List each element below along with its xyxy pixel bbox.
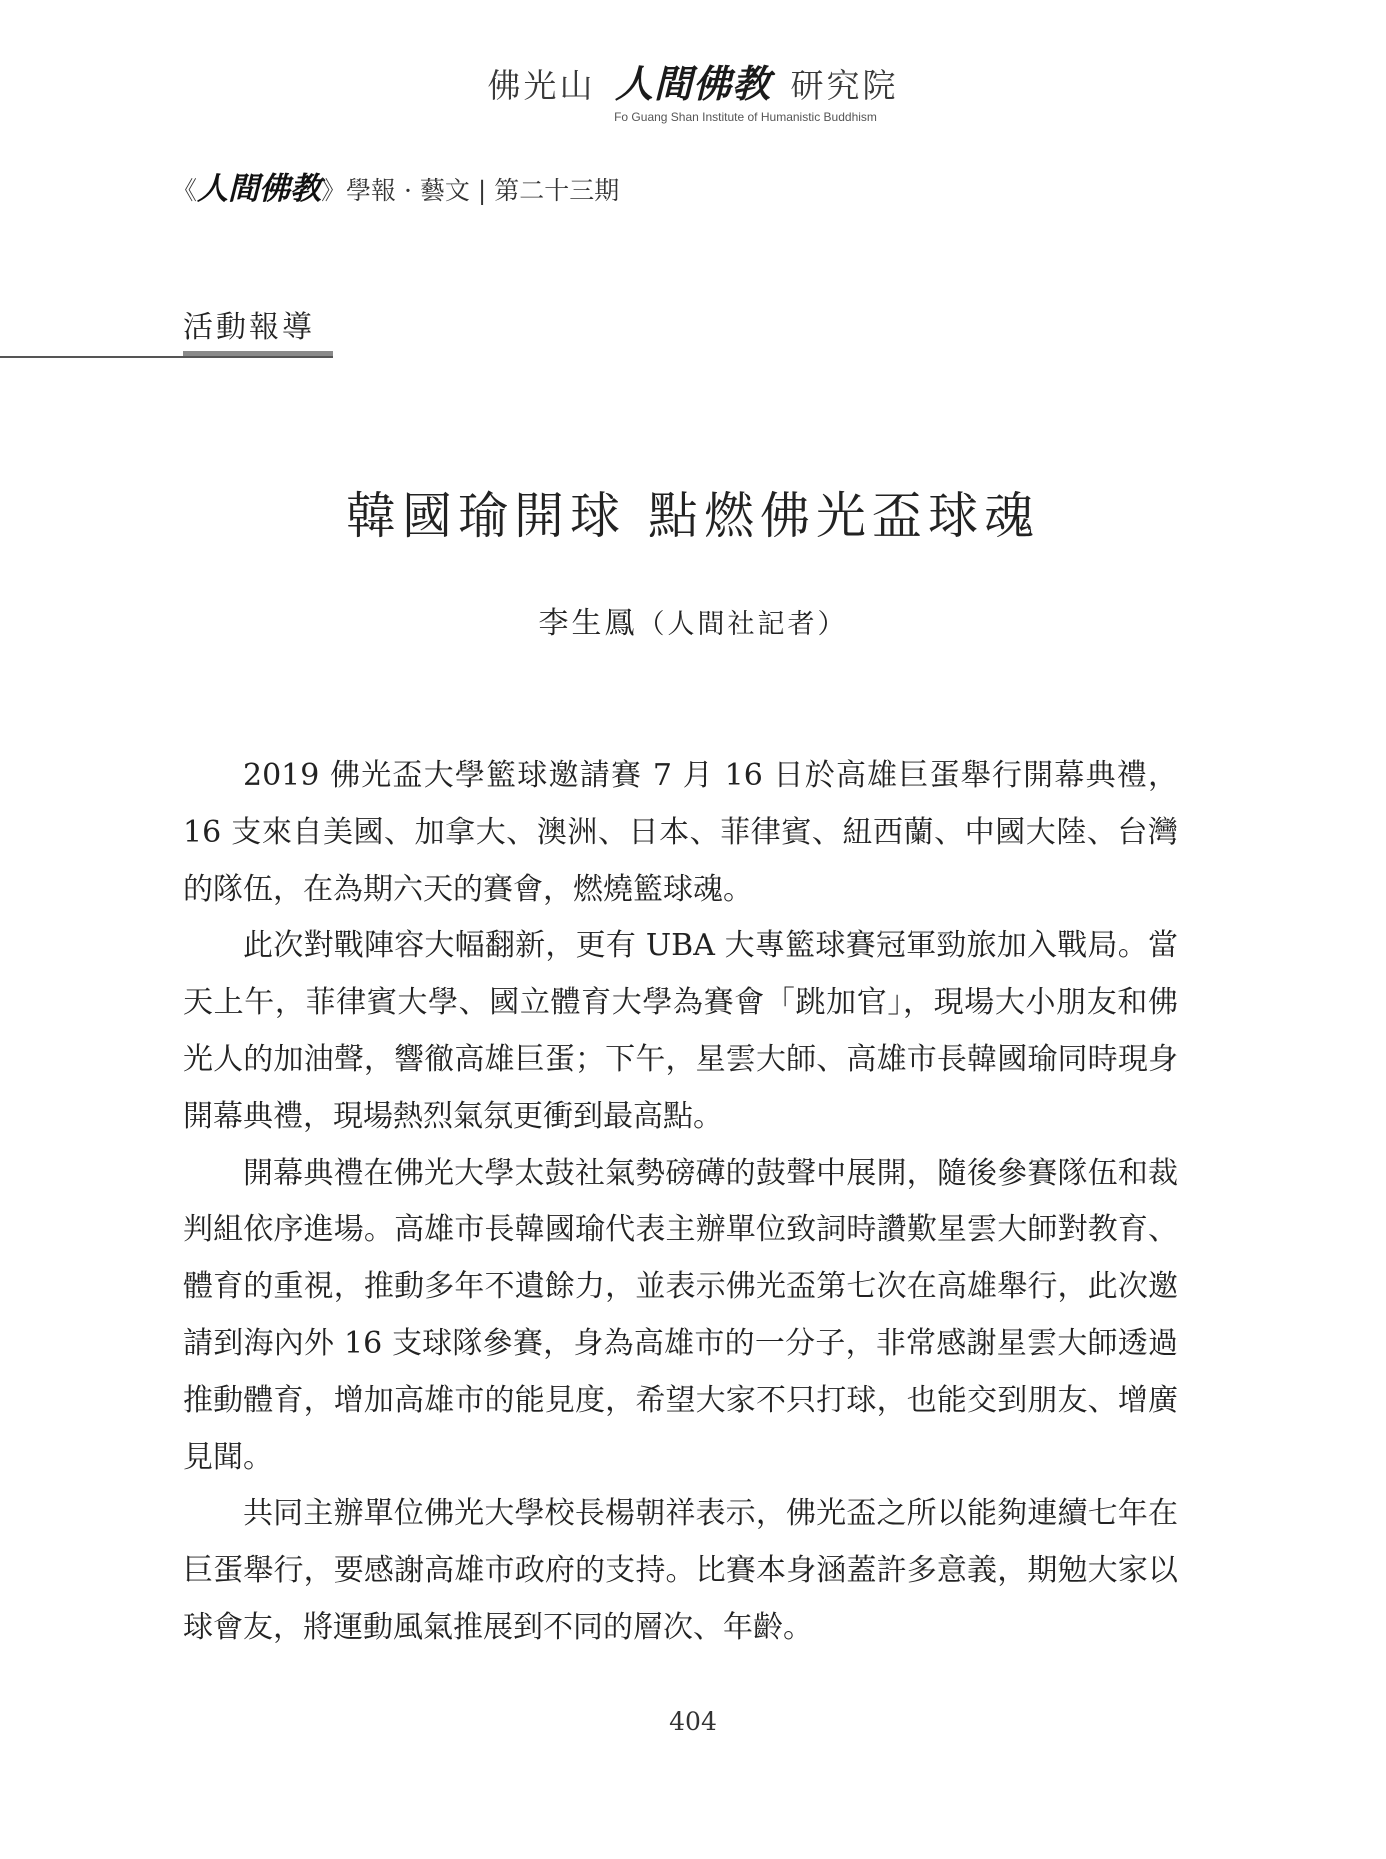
institute-prefix: 佛光山 [487,66,596,105]
body-paragraph: 此次對戰陣容大幅翻新，更有 UBA 大專籃球賽冠軍勁旅加入戰局。當天上午，菲律賓大學、國立體育大學為賽會「跳加官」，現場大小朋友和佛光人的加油聲，響徹高雄巨蛋；下午，星雲大師、高雄市長韓國瑜同時現身開幕典禮，現場熱烈氣氛更衝到最高點。 [183,928,1178,1134]
author-role: （人間社記者） [637,609,848,640]
journal-close-bracket: 》 [321,176,347,205]
page-number: 404 [669,1707,717,1736]
body-paragraph: 開幕典禮在佛光大學太鼓社氣勢磅礡的鼓聲中展開，隨後參賽隊伍和裁判組依序進場。高雄市長韓國瑜代表主辦單位致詞時讚歎星雲大師對教育、體育的重視，推動多年不遺餘力，並表示佛光盃第七次在高雄舉行，此次邀請到海內外 16 支球隊參賽，身為高雄市的一分子，非常感謝星雲大師透過推動體育，增加高雄市的能見度，希望大家不只打球，也能交到朋友、增廣見聞。 [183,1155,1178,1475]
institute-header [0,62,1386,124]
body-paragraph: 共同主辦單位佛光大學校長楊朝祥表示，佛光盃之所以能夠連續七年在巨蛋舉行，要感謝高雄市政府的支持。比賽本身涵蓋許多意義，期勉大家以球會友，將運動風氣推展到不同的層次、年齡。 [183,1496,1178,1645]
journal-issue-info: 學報 · 藝文 | 第二十三期 [346,176,620,205]
institute-name [0,62,1386,108]
article-title: 韓國瑜開球 點燃佛光盃球魂 [346,487,1040,545]
section-label: 活動報導 [183,310,315,345]
article-body [183,748,1178,1657]
section-underline [183,351,333,356]
journal-brand-logo: 人間佛教 [197,171,322,207]
journal-running-head [172,163,619,208]
journal-open-bracket: 《 [172,176,198,205]
section-divider [0,356,333,358]
article-byline [0,598,1386,642]
institute-brand-logo: 人間佛教 [614,61,771,106]
body-paragraph: 2019 佛光盃大學籃球邀請賽 7 月 16 日於高雄巨蛋舉行開幕典禮，16 支來自美國、加拿大、澳洲、日本、菲律賓、紐西蘭、中國大陸、台灣的隊伍，在為期六天的賽會，燃燒籃球魂。 [183,758,1178,907]
institute-suffix: 研究院 [790,66,899,105]
author-name: 李生鳳 [538,606,638,641]
institute-english-name: Fo Guang Shan Institute of Humanistic Buddhism [614,110,877,124]
